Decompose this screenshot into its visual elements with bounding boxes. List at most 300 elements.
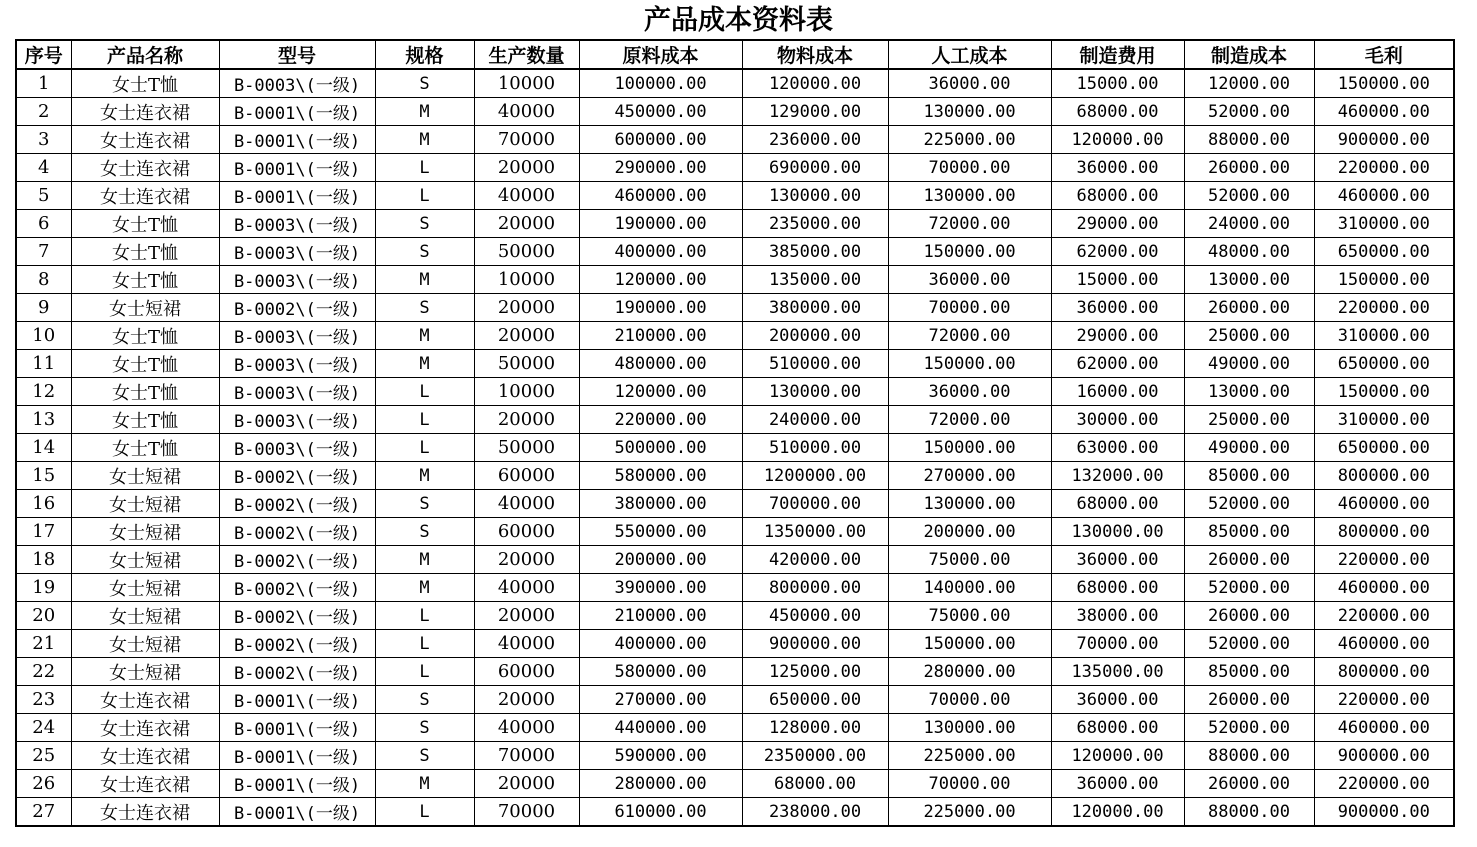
table-row [16, 98, 1454, 126]
table-row [16, 462, 1454, 490]
table-cell: 10000 [474, 266, 579, 294]
table-row [16, 686, 1454, 714]
table-cell: 140000.00 [888, 574, 1051, 602]
table-cell: 70000.00 [888, 154, 1051, 182]
column-header: 物料成本 [742, 40, 888, 69]
table-cell: 18 [16, 546, 71, 574]
table-cell: 女士T恤 [71, 266, 219, 294]
table-cell: 130000.00 [888, 490, 1051, 518]
table-cell: 20000 [474, 602, 579, 630]
table-cell: L [375, 406, 474, 434]
table-cell: S [375, 714, 474, 742]
table-cell: 400000.00 [579, 238, 742, 266]
table-cell: B-0003\(一级) [219, 322, 375, 350]
table-cell: L [375, 630, 474, 658]
table-cell: L [375, 378, 474, 406]
table-cell: 9 [16, 294, 71, 322]
table-cell: 72000.00 [888, 406, 1051, 434]
table-cell: 20000 [474, 686, 579, 714]
table-cell: 130000.00 [742, 378, 888, 406]
header-row [16, 40, 1454, 69]
table-row [16, 798, 1454, 827]
table-cell: 460000.00 [1314, 490, 1454, 518]
table-row [16, 210, 1454, 238]
table-cell: 68000.00 [1051, 574, 1184, 602]
table-cell: 40000 [474, 490, 579, 518]
table-cell: 85000.00 [1184, 518, 1314, 546]
table-cell: 800000.00 [1314, 462, 1454, 490]
table-cell: 女士连衣裙 [71, 798, 219, 827]
table-cell: 550000.00 [579, 518, 742, 546]
table-cell: 49000.00 [1184, 350, 1314, 378]
table-cell: 88000.00 [1184, 126, 1314, 154]
table-cell: S [375, 294, 474, 322]
table-cell: 220000.00 [1314, 770, 1454, 798]
table-cell: B-0002\(一级) [219, 294, 375, 322]
table-cell: 49000.00 [1184, 434, 1314, 462]
table-cell: 400000.00 [579, 630, 742, 658]
column-header: 产品名称 [71, 40, 219, 69]
table-cell: 70000.00 [888, 770, 1051, 798]
table-cell: 800000.00 [1314, 518, 1454, 546]
table-row [16, 69, 1454, 98]
table-cell: 220000.00 [1314, 294, 1454, 322]
table-cell: 130000.00 [888, 98, 1051, 126]
table-cell: B-0001\(一级) [219, 798, 375, 827]
table-cell: 120000.00 [579, 378, 742, 406]
table-cell: 25000.00 [1184, 406, 1314, 434]
table-cell: 女士连衣裙 [71, 126, 219, 154]
table-row [16, 658, 1454, 686]
table-cell: 72000.00 [888, 322, 1051, 350]
table-cell: 135000.00 [742, 266, 888, 294]
table-cell: 135000.00 [1051, 658, 1184, 686]
table-cell: 20000 [474, 294, 579, 322]
table-row [16, 266, 1454, 294]
table-cell: B-0002\(一级) [219, 546, 375, 574]
table-cell: 26000.00 [1184, 154, 1314, 182]
table-cell: B-0002\(一级) [219, 574, 375, 602]
table-row [16, 350, 1454, 378]
table-cell: M [375, 574, 474, 602]
table-cell: 60000 [474, 518, 579, 546]
table-cell: 36000.00 [888, 378, 1051, 406]
table-row [16, 630, 1454, 658]
table-cell: 女士短裙 [71, 602, 219, 630]
table-cell: 650000.00 [1314, 238, 1454, 266]
table-cell: 52000.00 [1184, 98, 1314, 126]
table-cell: 310000.00 [1314, 210, 1454, 238]
table-cell: M [375, 546, 474, 574]
table-cell: 24000.00 [1184, 210, 1314, 238]
table-cell: B-0003\(一级) [219, 350, 375, 378]
table-cell: 120000.00 [742, 69, 888, 98]
table-cell: 40000 [474, 574, 579, 602]
table-cell: 75000.00 [888, 602, 1051, 630]
table-cell: 132000.00 [1051, 462, 1184, 490]
table-cell: 68000.00 [1051, 182, 1184, 210]
table-cell: 380000.00 [579, 490, 742, 518]
table-cell: 22 [16, 658, 71, 686]
table-cell: S [375, 210, 474, 238]
table-cell: M [375, 322, 474, 350]
table-cell: 19 [16, 574, 71, 602]
table-cell: 150000.00 [888, 350, 1051, 378]
table-cell: 女士连衣裙 [71, 770, 219, 798]
table-cell: 85000.00 [1184, 658, 1314, 686]
table-cell: 62000.00 [1051, 238, 1184, 266]
table-cell: 800000.00 [1314, 658, 1454, 686]
table-cell: 38000.00 [1051, 602, 1184, 630]
table-cell: 280000.00 [888, 658, 1051, 686]
table-cell: 100000.00 [579, 69, 742, 98]
table-cell: 52000.00 [1184, 630, 1314, 658]
table-cell: 2 [16, 98, 71, 126]
table-cell: B-0002\(一级) [219, 518, 375, 546]
table-cell: 650000.00 [742, 686, 888, 714]
table-cell: 210000.00 [579, 602, 742, 630]
table-row [16, 574, 1454, 602]
table-cell: L [375, 154, 474, 182]
table-cell: 70000.00 [888, 686, 1051, 714]
table-cell: 50000 [474, 238, 579, 266]
table-cell: B-0003\(一级) [219, 69, 375, 98]
table-cell: 130000.00 [1051, 518, 1184, 546]
table-cell: 68000.00 [1051, 490, 1184, 518]
table-cell: 15000.00 [1051, 266, 1184, 294]
table-cell: 8 [16, 266, 71, 294]
table-cell: 20000 [474, 406, 579, 434]
table-cell: 26000.00 [1184, 770, 1314, 798]
table-cell: 460000.00 [579, 182, 742, 210]
table-cell: 510000.00 [742, 434, 888, 462]
table-cell: 62000.00 [1051, 350, 1184, 378]
table-cell: 650000.00 [1314, 434, 1454, 462]
table-cell: B-0001\(一级) [219, 714, 375, 742]
table-cell: 10 [16, 322, 71, 350]
table-cell: 16000.00 [1051, 378, 1184, 406]
table-cell: 150000.00 [888, 434, 1051, 462]
column-header: 型号 [219, 40, 375, 69]
table-cell: 60000 [474, 658, 579, 686]
table-cell: S [375, 742, 474, 770]
table-cell: 36000.00 [888, 266, 1051, 294]
table-cell: 220000.00 [1314, 154, 1454, 182]
table-cell: 21 [16, 630, 71, 658]
table-cell: 460000.00 [1314, 714, 1454, 742]
table-cell: 7 [16, 238, 71, 266]
table-cell: 27 [16, 798, 71, 827]
table-cell: M [375, 770, 474, 798]
table-cell: 30000.00 [1051, 406, 1184, 434]
table-cell: 女士T恤 [71, 378, 219, 406]
table-cell: 270000.00 [888, 462, 1051, 490]
table-cell: 220000.00 [1314, 546, 1454, 574]
table-cell: 480000.00 [579, 350, 742, 378]
table-cell: 200000.00 [742, 322, 888, 350]
table-cell: B-0002\(一级) [219, 630, 375, 658]
table-cell: 580000.00 [579, 658, 742, 686]
table-cell: 13000.00 [1184, 266, 1314, 294]
table-row [16, 546, 1454, 574]
table-cell: B-0001\(一级) [219, 126, 375, 154]
table-cell: 女士短裙 [71, 546, 219, 574]
table-cell: 29000.00 [1051, 322, 1184, 350]
table-cell: 88000.00 [1184, 798, 1314, 827]
table-cell: B-0003\(一级) [219, 434, 375, 462]
table-cell: 200000.00 [888, 518, 1051, 546]
table-cell: 24 [16, 714, 71, 742]
table-cell: 63000.00 [1051, 434, 1184, 462]
table-cell: 510000.00 [742, 350, 888, 378]
table-cell: 女士T恤 [71, 210, 219, 238]
table-cell: 36000.00 [1051, 546, 1184, 574]
table-cell: 40000 [474, 630, 579, 658]
table-cell: 36000.00 [1051, 294, 1184, 322]
table-row [16, 602, 1454, 630]
table-cell: 女士T恤 [71, 350, 219, 378]
cost-table [15, 39, 1455, 827]
table-cell: 460000.00 [1314, 574, 1454, 602]
table-cell: 10000 [474, 69, 579, 98]
table-cell: 210000.00 [579, 322, 742, 350]
column-header: 原料成本 [579, 40, 742, 69]
table-cell: 150000.00 [1314, 266, 1454, 294]
table-cell: M [375, 462, 474, 490]
table-cell: B-0003\(一级) [219, 406, 375, 434]
table-cell: B-0001\(一级) [219, 154, 375, 182]
table-cell: 11 [16, 350, 71, 378]
table-cell: 225000.00 [888, 798, 1051, 827]
table-cell: 26000.00 [1184, 546, 1314, 574]
table-cell: 3 [16, 126, 71, 154]
table-cell: 女士T恤 [71, 69, 219, 98]
table-cell: B-0001\(一级) [219, 770, 375, 798]
table-cell: B-0003\(一级) [219, 266, 375, 294]
table-cell: 68000.00 [742, 770, 888, 798]
table-cell: 70000 [474, 126, 579, 154]
table-cell: 590000.00 [579, 742, 742, 770]
table-cell: 10000 [474, 378, 579, 406]
table-cell: 900000.00 [1314, 742, 1454, 770]
table-cell: 72000.00 [888, 210, 1051, 238]
table-body [16, 69, 1454, 826]
table-cell: 52000.00 [1184, 182, 1314, 210]
table-cell: 女士T恤 [71, 434, 219, 462]
table-cell: 460000.00 [1314, 630, 1454, 658]
table-cell: M [375, 266, 474, 294]
table-cell: 68000.00 [1051, 714, 1184, 742]
sheet-title: 产品成本资料表 [644, 5, 833, 36]
table-row [16, 378, 1454, 406]
table-cell: 700000.00 [742, 490, 888, 518]
table-cell: 1200000.00 [742, 462, 888, 490]
table-cell: 52000.00 [1184, 574, 1314, 602]
table-cell: 220000.00 [1314, 686, 1454, 714]
table-cell: 女士连衣裙 [71, 742, 219, 770]
table-cell: 女士T恤 [71, 406, 219, 434]
table-cell: 120000.00 [1051, 742, 1184, 770]
table-row [16, 770, 1454, 798]
table-cell: B-0001\(一级) [219, 686, 375, 714]
table-cell: 15 [16, 462, 71, 490]
table-cell: M [375, 98, 474, 126]
table-cell: 190000.00 [579, 210, 742, 238]
table-cell: L [375, 658, 474, 686]
table-cell: 68000.00 [1051, 98, 1184, 126]
table-cell: 150000.00 [1314, 378, 1454, 406]
table-cell: 29000.00 [1051, 210, 1184, 238]
column-header: 规格 [375, 40, 474, 69]
table-cell: 70000 [474, 742, 579, 770]
table-cell: 16 [16, 490, 71, 518]
table-cell: S [375, 238, 474, 266]
table-cell: 52000.00 [1184, 714, 1314, 742]
table-cell: L [375, 182, 474, 210]
table-row [16, 126, 1454, 154]
table-cell: B-0002\(一级) [219, 462, 375, 490]
table-cell: 6 [16, 210, 71, 238]
table-cell: 女士短裙 [71, 658, 219, 686]
table-cell: 130000.00 [888, 182, 1051, 210]
column-header: 生产数量 [474, 40, 579, 69]
table-cell: S [375, 518, 474, 546]
table-cell: 女士短裙 [71, 630, 219, 658]
table-cell: B-0003\(一级) [219, 238, 375, 266]
table-row [16, 322, 1454, 350]
table-cell: 女士短裙 [71, 574, 219, 602]
table-cell: S [375, 69, 474, 98]
table-cell: 50000 [474, 434, 579, 462]
table-cell: 220000.00 [1314, 602, 1454, 630]
table-cell: 20 [16, 602, 71, 630]
table-cell: 225000.00 [888, 126, 1051, 154]
table-row [16, 238, 1454, 266]
table-cell: 130000.00 [888, 714, 1051, 742]
table-cell: 26000.00 [1184, 294, 1314, 322]
table-cell: 15000.00 [1051, 69, 1184, 98]
table-cell: 150000.00 [888, 238, 1051, 266]
table-cell: 23 [16, 686, 71, 714]
table-cell: 650000.00 [1314, 350, 1454, 378]
table-cell: 25000.00 [1184, 322, 1314, 350]
table-row [16, 742, 1454, 770]
table-cell: 450000.00 [579, 98, 742, 126]
table-cell: 220000.00 [579, 406, 742, 434]
table-cell: 52000.00 [1184, 490, 1314, 518]
table-cell: 290000.00 [579, 154, 742, 182]
table-cell: 128000.00 [742, 714, 888, 742]
table-cell: 85000.00 [1184, 462, 1314, 490]
table-cell: 600000.00 [579, 126, 742, 154]
table-cell: 238000.00 [742, 798, 888, 827]
table-cell: 13000.00 [1184, 378, 1314, 406]
table-cell: B-0001\(一级) [219, 742, 375, 770]
table-cell: B-0002\(一级) [219, 490, 375, 518]
table-cell: 70000.00 [1051, 630, 1184, 658]
table-cell: 460000.00 [1314, 98, 1454, 126]
table-cell: 女士短裙 [71, 518, 219, 546]
table-cell: 690000.00 [742, 154, 888, 182]
table-cell: 270000.00 [579, 686, 742, 714]
table-row [16, 518, 1454, 546]
table-cell: 500000.00 [579, 434, 742, 462]
table-row [16, 406, 1454, 434]
table-cell: 12 [16, 378, 71, 406]
table-cell: 女士短裙 [71, 490, 219, 518]
table-cell: 20000 [474, 546, 579, 574]
table-cell: M [375, 350, 474, 378]
table-cell: 240000.00 [742, 406, 888, 434]
column-header: 序号 [16, 40, 71, 69]
table-cell: 60000 [474, 462, 579, 490]
table-cell: 14 [16, 434, 71, 462]
table-cell: 20000 [474, 322, 579, 350]
table-cell: 235000.00 [742, 210, 888, 238]
table-cell: 225000.00 [888, 742, 1051, 770]
table-cell: 310000.00 [1314, 406, 1454, 434]
table-cell: L [375, 798, 474, 827]
table-cell: 440000.00 [579, 714, 742, 742]
table-cell: 36000.00 [1051, 154, 1184, 182]
table-cell: B-0002\(一级) [219, 602, 375, 630]
table-cell: 70000 [474, 798, 579, 827]
table-cell: 26000.00 [1184, 602, 1314, 630]
table-cell: 120000.00 [579, 266, 742, 294]
table-cell: B-0001\(一级) [219, 98, 375, 126]
table-cell: 女士连衣裙 [71, 98, 219, 126]
table-cell: 150000.00 [888, 630, 1051, 658]
table-cell: 450000.00 [742, 602, 888, 630]
table-cell: 5 [16, 182, 71, 210]
table-cell: 1 [16, 69, 71, 98]
table-cell: B-0001\(一级) [219, 182, 375, 210]
table-cell: 20000 [474, 770, 579, 798]
table-cell: 380000.00 [742, 294, 888, 322]
table-cell: 50000 [474, 350, 579, 378]
table-cell: S [375, 686, 474, 714]
table-cell: 385000.00 [742, 238, 888, 266]
table-row [16, 434, 1454, 462]
table-cell: B-0003\(一级) [219, 378, 375, 406]
table-cell: 800000.00 [742, 574, 888, 602]
table-cell: 1350000.00 [742, 518, 888, 546]
table-cell: 36000.00 [888, 69, 1051, 98]
table-cell: 125000.00 [742, 658, 888, 686]
table-cell: 120000.00 [1051, 798, 1184, 827]
table-cell: 580000.00 [579, 462, 742, 490]
table-cell: 17 [16, 518, 71, 546]
table-cell: 女士短裙 [71, 462, 219, 490]
table-row [16, 714, 1454, 742]
table-row [16, 154, 1454, 182]
table-cell: 26000.00 [1184, 686, 1314, 714]
table-cell: 25 [16, 742, 71, 770]
table-cell: 2350000.00 [742, 742, 888, 770]
table-cell: 女士T恤 [71, 322, 219, 350]
table-cell: 女士连衣裙 [71, 154, 219, 182]
table-cell: 900000.00 [1314, 126, 1454, 154]
table-cell: 36000.00 [1051, 770, 1184, 798]
table-cell: 20000 [474, 154, 579, 182]
table-cell: 女士T恤 [71, 238, 219, 266]
table-cell: 900000.00 [1314, 798, 1454, 827]
table-row [16, 182, 1454, 210]
table-cell: 280000.00 [579, 770, 742, 798]
table-cell: 12000.00 [1184, 69, 1314, 98]
table-cell: 236000.00 [742, 126, 888, 154]
table-cell: 190000.00 [579, 294, 742, 322]
